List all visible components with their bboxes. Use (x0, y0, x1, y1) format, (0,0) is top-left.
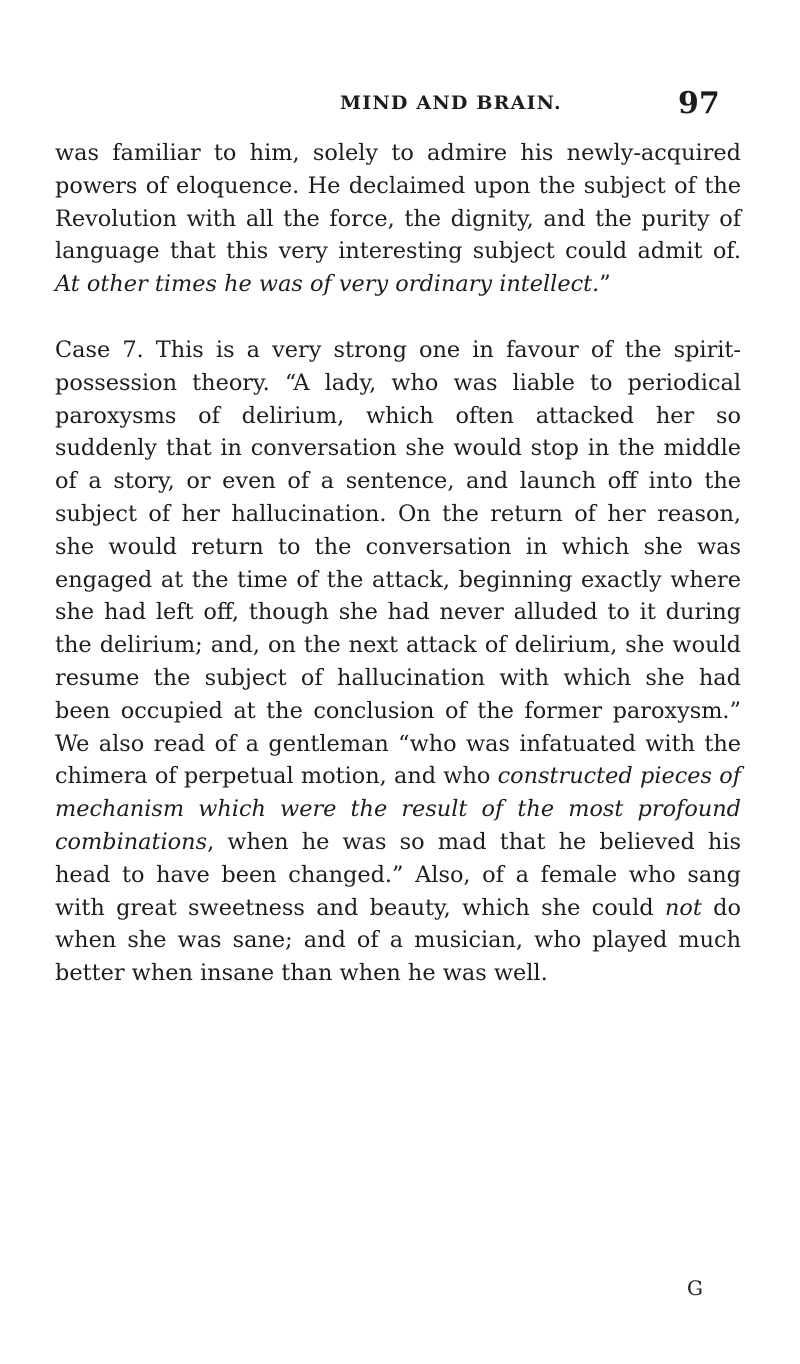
paragraph-text: Case 7. This is a very strong one in favour of the spirit-possession theory. “A lady, who was liable to periodical paroxysms of delirium, which often attacked her so suddenly that in conversation she would stop in the middle of a story, or even of a sentence, and launch off into the subject of her hallucination. On the return of her reason, she would return to the conversation in which she was engaged at the time of the attack, beginning exactly where she had left off, though she had never alluded to it during the delirium; and, on the next attack of delirium, she would resume the subject of hallucination with which she had been occupied at the conclusion of the former paroxysm.” We also read of a gentleman “who was infatuated with the chimera of perpetual motion, and who (55, 336, 741, 790)
page-header (0, 86, 800, 122)
running-head: MIND AND BRAIN. (340, 92, 562, 114)
paragraph-continuation (55, 137, 741, 301)
paragraph-case-7 (55, 334, 741, 990)
body-text (55, 137, 741, 990)
paragraph-text: ” (599, 271, 611, 298)
paragraph-text: was familiar to him, solely to admire his newly-acquired powers of eloquence. He declaimed upon the subject of the Revolution with all the force, the dignity, and the purity of language that this very interesting subject could admit of. (55, 140, 741, 265)
italic-text: At other times he was of very ordinary intellect. (55, 271, 600, 298)
italic-text: constructed pieces of mechanism which were the result of the most profound combinations (55, 763, 741, 855)
paragraph-text: do when she was sane; and of a musician, who played much better when insane than when he was well. (55, 894, 741, 987)
signature-mark: G (687, 1276, 703, 1300)
page-number: 97 (678, 86, 720, 121)
italic-text: not (664, 894, 702, 921)
paragraph-text: , when he was so mad that he believed his head to have been changed.” Also, of a female who sang with great sweetness and beauty, which she could (55, 828, 741, 921)
